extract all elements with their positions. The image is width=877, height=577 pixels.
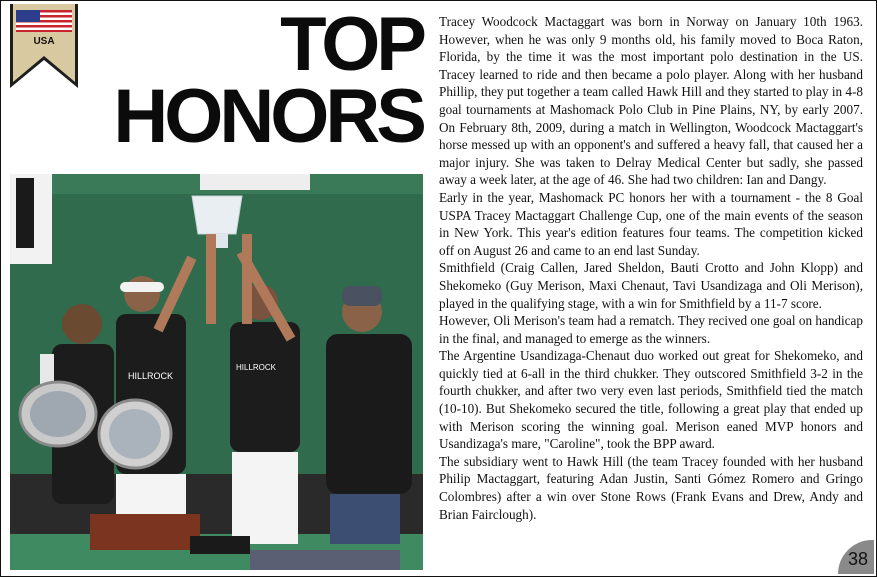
shirt-logo-text: HILLROCK (236, 363, 277, 372)
article-paragraph: Tracey Woodcock Mactaggart was born in Norway on January 10th 1963. However, when he was only 9 months old, his family moved to Boca Raton, Florida, by the time it was the most important polo destination in the US. Tracey learned to ride and then became a polo player. Along with her husband Phillip, they put together a team called Hawk Hill and they started to play in 4-8 goal tournaments at Mashomack Polo Club in Pine Plains, NY, by early 2007. On February 8th, 2009, during a match in Wellington, Woodcock Mactaggart's horse messed up with an opponent's and suffered a heavy fall, that caused her a major injury. She was taken to Delray Medical Center but sadly, she passed away a week later, at the age of 46. She had two children: Ian and Dangy. (439, 14, 863, 188)
article-paragraph: Early in the year, Mashomack PC honors her with a tournament - the 8 Goal USPA Tracey Mactaggart Challenge Cup, one of the main events of the season in New York. This year's edition features four teams. The competition kicked off on August 26 and came to an end last Sunday. (439, 189, 863, 258)
article-paragraph: The Argentine Usandizaga-Chenaut duo worked out great for Shekomeko, and quickly tied at 6-all in the third chukker. They outscored Smithfield 3-2 in the fourth chukker, and after two very even last periods, Smithfield tied the match (10-10). But Shekomeko secured the title, following a great play that ended up with Merison scoring the winning goal. Merison eaned MVP honors and Usandizaga's mare, "Caroline", took the BPP award. (439, 348, 863, 452)
article-paragraph: The subsidiary went to Hawk Hill (the team Tracey founded with her husband Philip Mactaggart, featuring Adan Justin, Santi Gómez Romero and Gringo Colombres) after a win over Stone Rows (Frank Evans and Drew, Andy and Brian Fairclough). (439, 453, 863, 522)
title-line-2: HONORS (113, 74, 423, 159)
us-flag-icon (16, 10, 72, 32)
shirt-logo-text: HILLROCK (128, 371, 174, 381)
silver-plate-left (20, 382, 96, 446)
country-label: USA (33, 36, 55, 47)
team-trophy-photo (10, 174, 423, 570)
country-ribbon (10, 4, 78, 88)
page-number: 38 (838, 540, 874, 574)
silver-plate-right (99, 400, 171, 468)
article-paragraph: However, Oli Merison's team had a rematch. They recived one goal on handicap in the final, and managed to emerge as the winners. (439, 313, 863, 346)
page-title (93, 2, 423, 159)
article-paragraph: Smithfield (Craig Callen, Jared Sheldon, Bauti Crotto and John Klopp) and Shekomeko (Guy Merison, Maxi Chenaut, Tavi Usandizaga and Oli Merison), played in the qualifying stage, with a win for Smithfield by a 11-7 score. (439, 260, 863, 311)
title-line-1: TOP (280, 2, 423, 87)
article-body (439, 13, 863, 523)
polo-team-trophy-photo (10, 174, 423, 570)
